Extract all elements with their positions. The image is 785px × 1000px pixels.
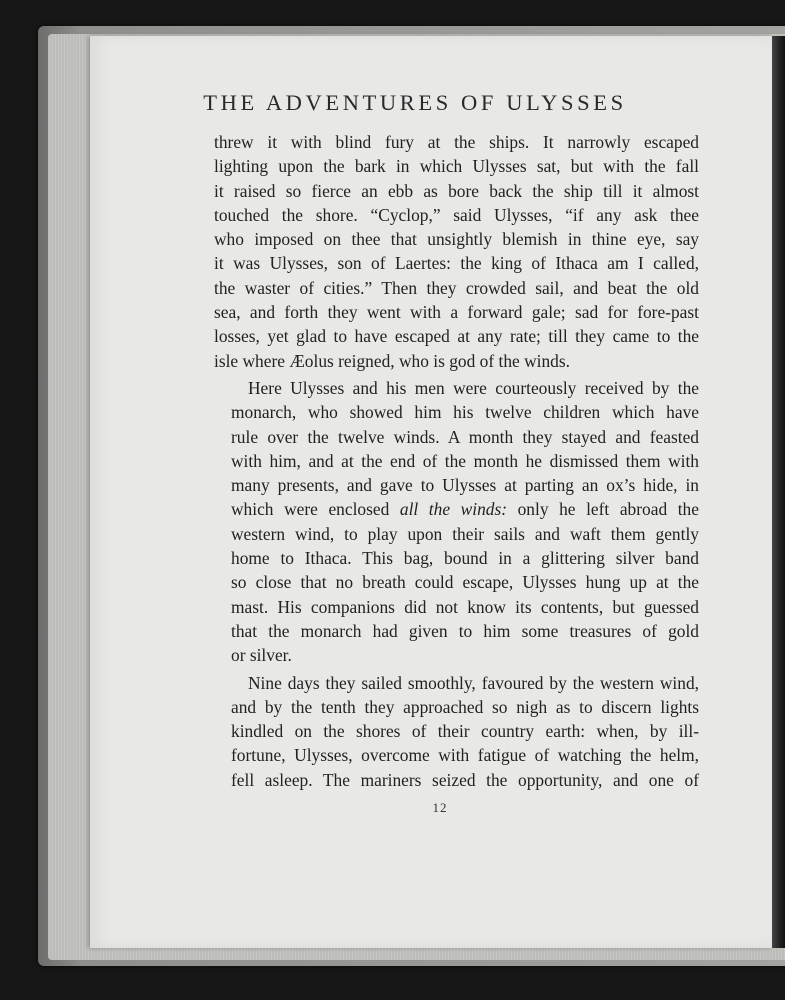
text-line: rule over the twelve winds. A month they stayed and feasted	[231, 426, 699, 447]
text-line: kindled on the shores of their country earth: when, by ill-	[231, 721, 699, 742]
binding-edge	[772, 36, 785, 948]
text-line: or silver.	[231, 645, 292, 666]
text-line: home to Ithaca. This bag, bound in a glittering silver band	[231, 548, 699, 569]
text-line-mixed	[214, 497, 699, 521]
paragraph-2	[214, 376, 699, 668]
text-line: threw it with blind fury at the ships. It narrowly escaped	[214, 132, 699, 152]
text-line: mast. His companions did not know its contents, but guessed	[231, 596, 699, 617]
text-fragment: only he left abroad the	[517, 499, 699, 520]
text-line: monarch, who showed him his twelve children which have	[231, 402, 699, 423]
text-line: sea, and forth they went with a forward gale; sad for fore-past	[214, 302, 699, 323]
text-line: Nine days they sailed smoothly, favoured by the western wind,	[248, 672, 699, 693]
text-line: touched the shore. “Cyclop,” said Ulysses, “if any ask thee	[214, 204, 699, 225]
text-fragment: which were enclosed	[231, 499, 390, 520]
text-line: many presents, and gave to Ulysses at parting an ox’s hide, in	[231, 475, 699, 496]
text-line: so close that no breath could escape, Ulysses hung up at the	[231, 572, 699, 593]
body-text	[214, 130, 699, 792]
paragraph-3	[214, 671, 699, 792]
text-line: it raised so fierce an ebb as bore back the ship till it almost	[214, 180, 699, 201]
text-line: the waster of cities.” Then they crowded sail, and beat the old	[214, 277, 699, 298]
text-line: that the monarch had given to him some treasures of gold	[231, 620, 699, 641]
text-line: lighting upon the bark in which Ulysses sat, but with the fall	[214, 156, 699, 177]
running-head: THE ADVENTURES OF ULYSSES	[203, 90, 627, 115]
text-line: fortune, Ulysses, overcome with fatigue of watching the helm,	[231, 745, 699, 766]
text-line: losses, yet glad to have escaped at any rate; till they came to the	[214, 326, 699, 347]
page-number: 12	[432, 800, 448, 815]
text-line: Here Ulysses and his men were courteously received by the	[248, 377, 699, 398]
italic-phrase: all the winds:	[399, 499, 508, 520]
text-line: western wind, to play upon their sails and waft them gently	[231, 523, 699, 544]
text-line: isle where Æolus reigned, who is god of the winds.	[214, 350, 570, 371]
text-line: with him, and at the end of the month he dismissed them with	[231, 450, 699, 471]
paragraph-1	[214, 130, 699, 373]
text-line: and by the tenth they approached so nigh as to discern lights	[231, 696, 699, 717]
text-line: who imposed on thee that unsightly blemish in thine eye, say	[214, 229, 699, 250]
text-line: fell asleep. The mariners seized the opportunity, and one of	[231, 769, 699, 790]
text-line: it was Ulysses, son of Laertes: the king of Ithaca am I called,	[214, 253, 699, 274]
